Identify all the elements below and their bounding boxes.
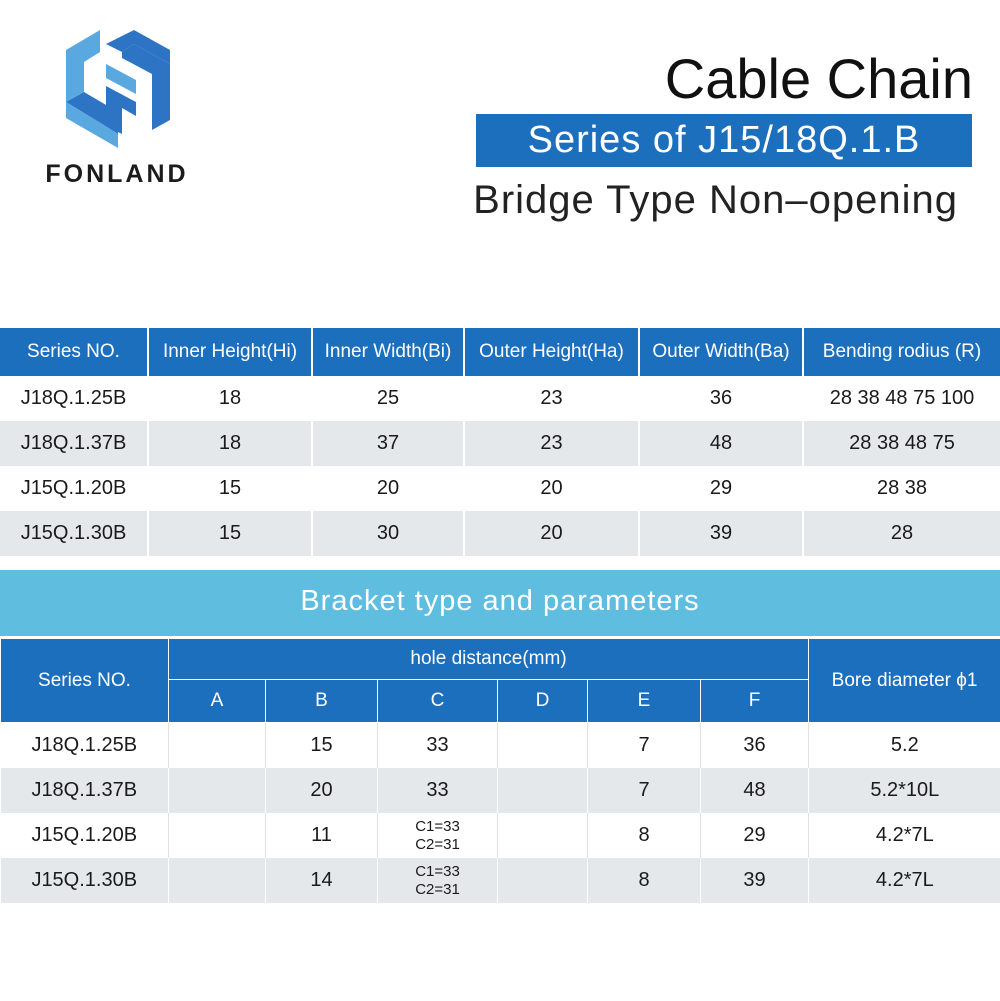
- table-cell: 20: [464, 511, 639, 556]
- table-cell: [169, 858, 266, 903]
- column-header-d: D: [498, 680, 588, 723]
- table-cell: J15Q.1.20B: [1, 813, 169, 858]
- table-cell: 4.2*7L: [809, 858, 1000, 903]
- c2-value: C2=31: [415, 880, 460, 898]
- bracket-header-row: [1, 639, 1000, 680]
- table-cell: 23: [464, 421, 639, 466]
- table-cell: 48: [701, 768, 809, 813]
- table-cell: [169, 723, 266, 769]
- fonland-logo-icon: [66, 30, 170, 148]
- table-cell: 33: [378, 768, 498, 813]
- table-cell: 8: [588, 813, 701, 858]
- table-cell: 14: [266, 858, 378, 903]
- column-header-a: A: [169, 680, 266, 723]
- table-cell: 36: [639, 376, 803, 421]
- column-header-c: C: [378, 680, 498, 723]
- table-row: [0, 421, 1000, 466]
- column-header-b: B: [266, 680, 378, 723]
- table-cell: 5.2*10L: [809, 768, 1000, 813]
- spec-header-cell: Outer Height(Ha): [464, 328, 639, 376]
- table-cell: 25: [312, 376, 464, 421]
- bore-diameter-header: Bore diameter ϕ1: [809, 639, 1000, 723]
- table-cell: J18Q.1.37B: [1, 768, 169, 813]
- table-cell: 37: [312, 421, 464, 466]
- table-cell: 28 38: [876, 477, 928, 499]
- table-cell: J15Q.1.30B: [0, 511, 148, 556]
- table-cell: 33: [378, 723, 498, 769]
- table-cell: [498, 723, 588, 769]
- brand-name: FONLAND: [45, 160, 189, 188]
- table-cell: [498, 768, 588, 813]
- table-cell-split: [378, 813, 498, 858]
- table-cell: 5.2: [890, 734, 919, 756]
- table-cell: [169, 768, 266, 813]
- bracket-section-title: Bracket type and parameters: [0, 570, 1000, 636]
- table-cell: 8: [588, 858, 701, 903]
- table-cell: 7: [588, 768, 701, 813]
- table-cell: [498, 858, 588, 903]
- spec-header-cell: Bending rodius (R): [803, 328, 1000, 376]
- table-cell: 20: [266, 768, 378, 813]
- c1-value: C1=33: [415, 817, 460, 835]
- c2-value: C2=31: [415, 835, 460, 853]
- table-cell: J18Q.1.25B: [0, 376, 148, 421]
- table-cell: 15: [148, 511, 312, 556]
- column-header-e: E: [588, 680, 701, 723]
- table-cell: 29: [701, 813, 809, 858]
- table-cell: J18Q.1.37B: [0, 421, 148, 466]
- bracket-series-header: Series NO.: [1, 639, 169, 723]
- page-title: Cable Chain: [664, 47, 973, 110]
- table-cell: 23: [464, 376, 639, 421]
- table-cell: 15: [148, 466, 312, 511]
- series-badge: Series of J15/18Q.1.B: [476, 114, 972, 167]
- table-cell: 28 38 48 75 100: [829, 387, 975, 409]
- table-cell: 18: [148, 376, 312, 421]
- table-cell: 7: [588, 723, 701, 769]
- table-cell: 28: [803, 511, 1000, 556]
- table-cell: 30: [312, 511, 464, 556]
- table-cell: [498, 813, 588, 858]
- spec-header-row: [0, 328, 1000, 376]
- table-cell: 39: [701, 858, 809, 903]
- bracket-table: [0, 638, 1000, 903]
- table-cell: 20: [312, 466, 464, 511]
- table-cell: 48: [639, 421, 803, 466]
- spec-header-cell: Inner Width(Bi): [312, 328, 464, 376]
- table-row: [0, 511, 1000, 556]
- table-cell: J15Q.1.30B: [1, 858, 169, 903]
- table-cell: 18: [148, 421, 312, 466]
- hole-distance-header: hole distance(mm): [169, 639, 809, 680]
- spec-header-cell: Outer Width(Ba): [639, 328, 803, 376]
- table-cell: 39: [639, 511, 803, 556]
- table-row: [0, 376, 1000, 421]
- table-cell: [169, 813, 266, 858]
- page-subtitle: Bridge Type Non–opening: [473, 178, 958, 222]
- table-cell: 15: [266, 723, 378, 769]
- table-cell: J15Q.1.20B: [0, 466, 148, 511]
- brand-logo: [24, 30, 210, 190]
- spec-header-cell: Series NO.: [0, 328, 148, 376]
- table-row: [1, 858, 1000, 903]
- table-cell: J18Q.1.25B: [1, 723, 169, 769]
- table-cell-split: [378, 858, 498, 903]
- table-row: [1, 768, 1000, 813]
- table-cell: 11: [266, 813, 378, 858]
- table-cell: 4.2*7L: [875, 824, 934, 846]
- c1-value: C1=33: [415, 862, 460, 880]
- column-header-f: F: [701, 680, 809, 723]
- table-row: [1, 723, 1000, 769]
- table-cell: 20: [464, 466, 639, 511]
- spec-header-cell: Inner Height(Hi): [148, 328, 312, 376]
- table-row: [0, 466, 1000, 511]
- table-cell: 36: [701, 723, 809, 769]
- table-row: [1, 813, 1000, 858]
- table-cell: 28 38 48 75: [803, 421, 1000, 466]
- table-cell: 29: [639, 466, 803, 511]
- spec-table: [0, 328, 1000, 556]
